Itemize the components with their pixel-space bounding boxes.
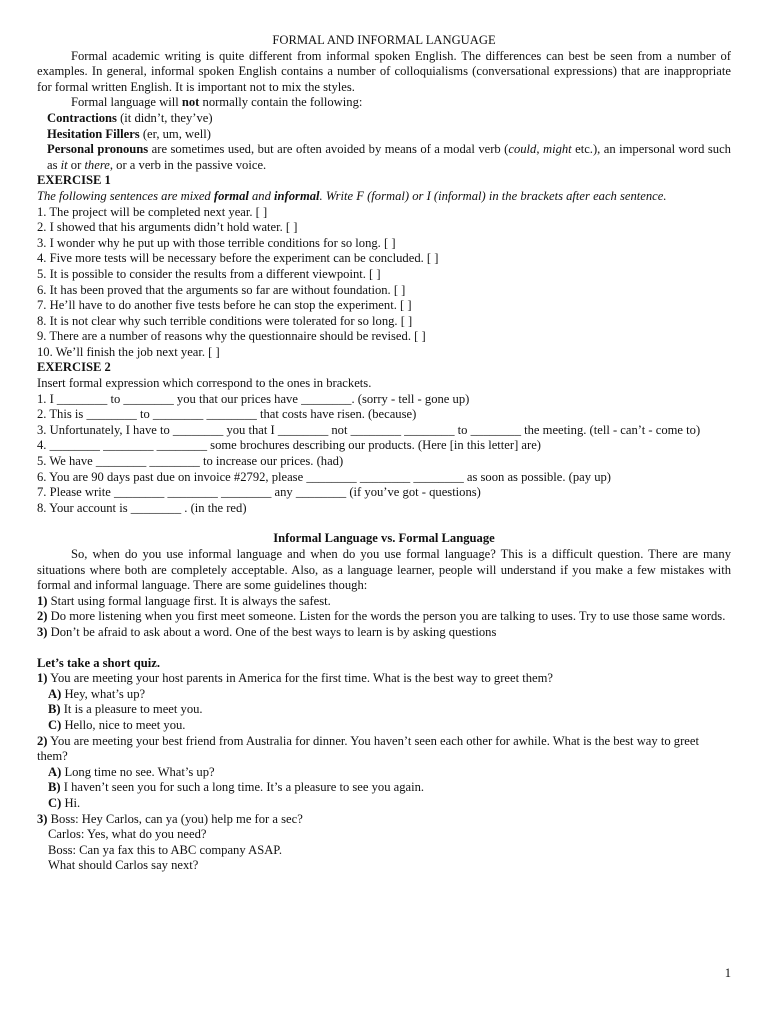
hesitation-line xyxy=(37,127,731,143)
q2-c-text: Hi. xyxy=(61,795,81,810)
ex1-instr-3: . Write F (formal) or I (informal) in the brackets after each sentence. xyxy=(319,188,667,203)
hesitation-label: Hesitation Fillers xyxy=(47,126,140,141)
list-item: 7. Please write ________ ________ ________ any ________ (if you’ve got - questions) xyxy=(37,485,481,500)
guideline-3-text: Don’t be afraid to ask about a word. One of the best ways to learn is by asking questions xyxy=(47,624,497,639)
quiz-option xyxy=(37,796,731,812)
contractions-label: Contractions xyxy=(47,110,117,125)
list-item: 2. I showed that his arguments didn’t hold water. [ ] xyxy=(37,220,298,235)
q1-a-text: Hey, what’s up? xyxy=(61,686,146,701)
guideline-3-number: 3) xyxy=(37,624,48,639)
exercise-2-heading: EXERCISE 2 xyxy=(37,360,111,375)
spacer xyxy=(37,516,731,531)
q1-b-label: B) xyxy=(48,702,61,717)
q2-c-label: C) xyxy=(48,795,62,810)
intro-p2-post: normally contain the following: xyxy=(199,95,363,110)
list-item: 8. Your account is ________ . (in the red) xyxy=(37,500,247,515)
guideline-1-text: Start using formal language first. It is always the safest. xyxy=(47,593,331,608)
exercise-2-list xyxy=(37,392,731,517)
list-item: 5. We have ________ ________ to increase our prices. (had) xyxy=(37,454,344,469)
q2-a-label: A) xyxy=(48,764,62,779)
quiz-option xyxy=(37,702,731,718)
list-item: 9. There are a number of reasons why the questionnaire should be revised. [ ] xyxy=(37,329,426,344)
q1-c-text: Hello, nice to meet you. xyxy=(61,717,186,732)
intro-paragraph-2 xyxy=(37,95,731,111)
quiz-question-2 xyxy=(37,734,731,765)
personal-text-3: , or a verb in the passive voice. xyxy=(109,157,267,172)
personal-sep: , xyxy=(536,142,543,157)
list-item: 6. It has been proved that the arguments so far are without foundation. [ ] xyxy=(37,282,406,297)
exercise-1-instructions xyxy=(37,189,731,205)
q2-text: You are meeting your best friend from Australia for dinner. You haven’t seen each other for awhile. What is the best way to greet them? xyxy=(37,733,699,764)
guideline-2-number: 2) xyxy=(37,609,48,624)
q1-c-label: C) xyxy=(48,717,62,732)
q3-text: Boss: Hey Carlos, can ya (you) help me for a sec? xyxy=(47,811,303,826)
quiz-question-3 xyxy=(37,812,731,828)
document-title: FORMAL AND INFORMAL LANGUAGE xyxy=(272,33,496,47)
q2-a-text: Long time no see. What’s up? xyxy=(61,764,215,779)
list-item: 4. Five more tests will be necessary before the experiment can be concluded. [ ] xyxy=(37,251,439,266)
ex1-instr-informal: informal xyxy=(274,188,320,203)
q1-text: You are meeting your host parents in America for the first time. What is the best way to greet them? xyxy=(47,671,553,686)
list-item: 1. I ________ to ________ you that our prices have ________. (sorry - tell - gone up) xyxy=(37,391,470,406)
list-item: 10. We’ll finish the job next year. [ ] xyxy=(37,344,220,359)
exercise-1-heading: EXERCISE 1 xyxy=(37,173,111,188)
page-number: 1 xyxy=(724,966,731,980)
personal-there: there xyxy=(84,157,110,172)
quiz-option xyxy=(37,765,731,781)
quiz-option xyxy=(37,718,731,734)
guideline-2-text: Do more listening when you first meet someone. Listen for the words the person you are talking to uses. Try to use those same words. xyxy=(47,609,726,624)
personal-could: could xyxy=(508,142,537,157)
list-item: 4. ________ ________ ________ some brochures describing our products. (Here [in this letter] are) xyxy=(37,438,541,453)
section-2-paragraph: So, when do you use informal language and when do you use formal language? This is a difficult question. There are many situations where both are completely acceptable. Also, as a language learner, people will understand if you make a few mistakes with formal and informal language. There are some guidelines though: xyxy=(37,547,731,593)
guideline-1-number: 1) xyxy=(37,593,48,608)
guideline-1 xyxy=(37,594,731,610)
list-item: 5. It is possible to consider the results from a different viewpoint. [ ] xyxy=(37,266,381,281)
ex1-instr-formal: formal xyxy=(213,188,249,203)
list-item: 3. Unfortunately, I have to ________ you that I ________ not ________ ________ to ________ the meeting. (tell - can’t - come to) xyxy=(37,422,701,437)
q1-a-label: A) xyxy=(48,686,62,701)
personal-it: it xyxy=(60,157,68,172)
contractions-line xyxy=(37,111,731,127)
q2-b-text: I haven’t seen you for such a long time. It’s a pleasure to see you again. xyxy=(60,780,425,795)
dialogue-line: Boss: Can ya fax this to ABC company ASAP. xyxy=(48,842,283,857)
ex1-instr-1: The following sentences are mixed xyxy=(37,188,214,203)
ex1-instr-2: and xyxy=(248,188,275,203)
personal-pronouns-paragraph xyxy=(37,142,731,173)
q3-number: 3) xyxy=(37,811,48,826)
contractions-text: (it didn’t, they’ve) xyxy=(116,110,213,125)
q1-number: 1) xyxy=(37,671,48,686)
section-2-heading: Informal Language vs. Formal Language xyxy=(273,531,495,546)
list-item: 2. This is ________ to ________ ________ that costs have risen. (because) xyxy=(37,407,417,422)
quiz-question-1 xyxy=(37,671,731,687)
guideline-3 xyxy=(37,625,731,641)
q2-b-label: B) xyxy=(48,780,61,795)
exercise-2-instructions: Insert formal expression which correspond to the ones in brackets. xyxy=(37,376,372,391)
dialogue-line: Carlos: Yes, what do you need? xyxy=(48,827,207,842)
quiz-heading: Let’s take a short quiz. xyxy=(37,655,161,670)
personal-or: or xyxy=(67,157,85,172)
intro-paragraph-1: Formal academic writing is quite different from informal spoken English. The differences can best be seen from a number of examples. In general, informal spoken English contains a number of colloquialisms (conversational expressions) that are inappropriate for formal written English. It is important not to mix the styles. xyxy=(37,48,731,94)
list-item: 3. I wonder why he put up with those terrible conditions for so long. [ ] xyxy=(37,235,396,250)
list-item: 7. He’ll have to do another five tests before he can stop the experiment. [ ] xyxy=(37,298,412,313)
q2-number: 2) xyxy=(37,733,48,748)
dialogue-line: What should Carlos say next? xyxy=(48,858,199,873)
personal-might: might xyxy=(542,142,572,157)
hesitation-text: (er, um, well) xyxy=(139,126,211,141)
list-item: 6. You are 90 days past due on invoice #2792, please ________ ________ ________ as soon as possible. (pay up) xyxy=(37,469,611,484)
quiz-option xyxy=(37,780,731,796)
spacer xyxy=(37,641,731,656)
personal-text-2: etc.), an impersonal word such as xyxy=(47,142,731,172)
list-item: 8. It is not clear why such terrible conditions were tolerated for so long. [ ] xyxy=(37,313,413,328)
q1-b-text: It is a pleasure to meet you. xyxy=(60,702,203,717)
guideline-2 xyxy=(37,609,731,625)
intro-p2-pre: Formal language will xyxy=(71,95,182,110)
list-item: 1. The project will be completed next year. [ ] xyxy=(37,204,268,219)
personal-text-1: are sometimes used, but are often avoided by means of a modal verb ( xyxy=(148,142,509,157)
intro-p2-bold: not xyxy=(181,95,200,110)
quiz-option xyxy=(37,687,731,703)
personal-label: Personal pronouns xyxy=(47,142,149,157)
exercise-1-list xyxy=(37,205,731,361)
